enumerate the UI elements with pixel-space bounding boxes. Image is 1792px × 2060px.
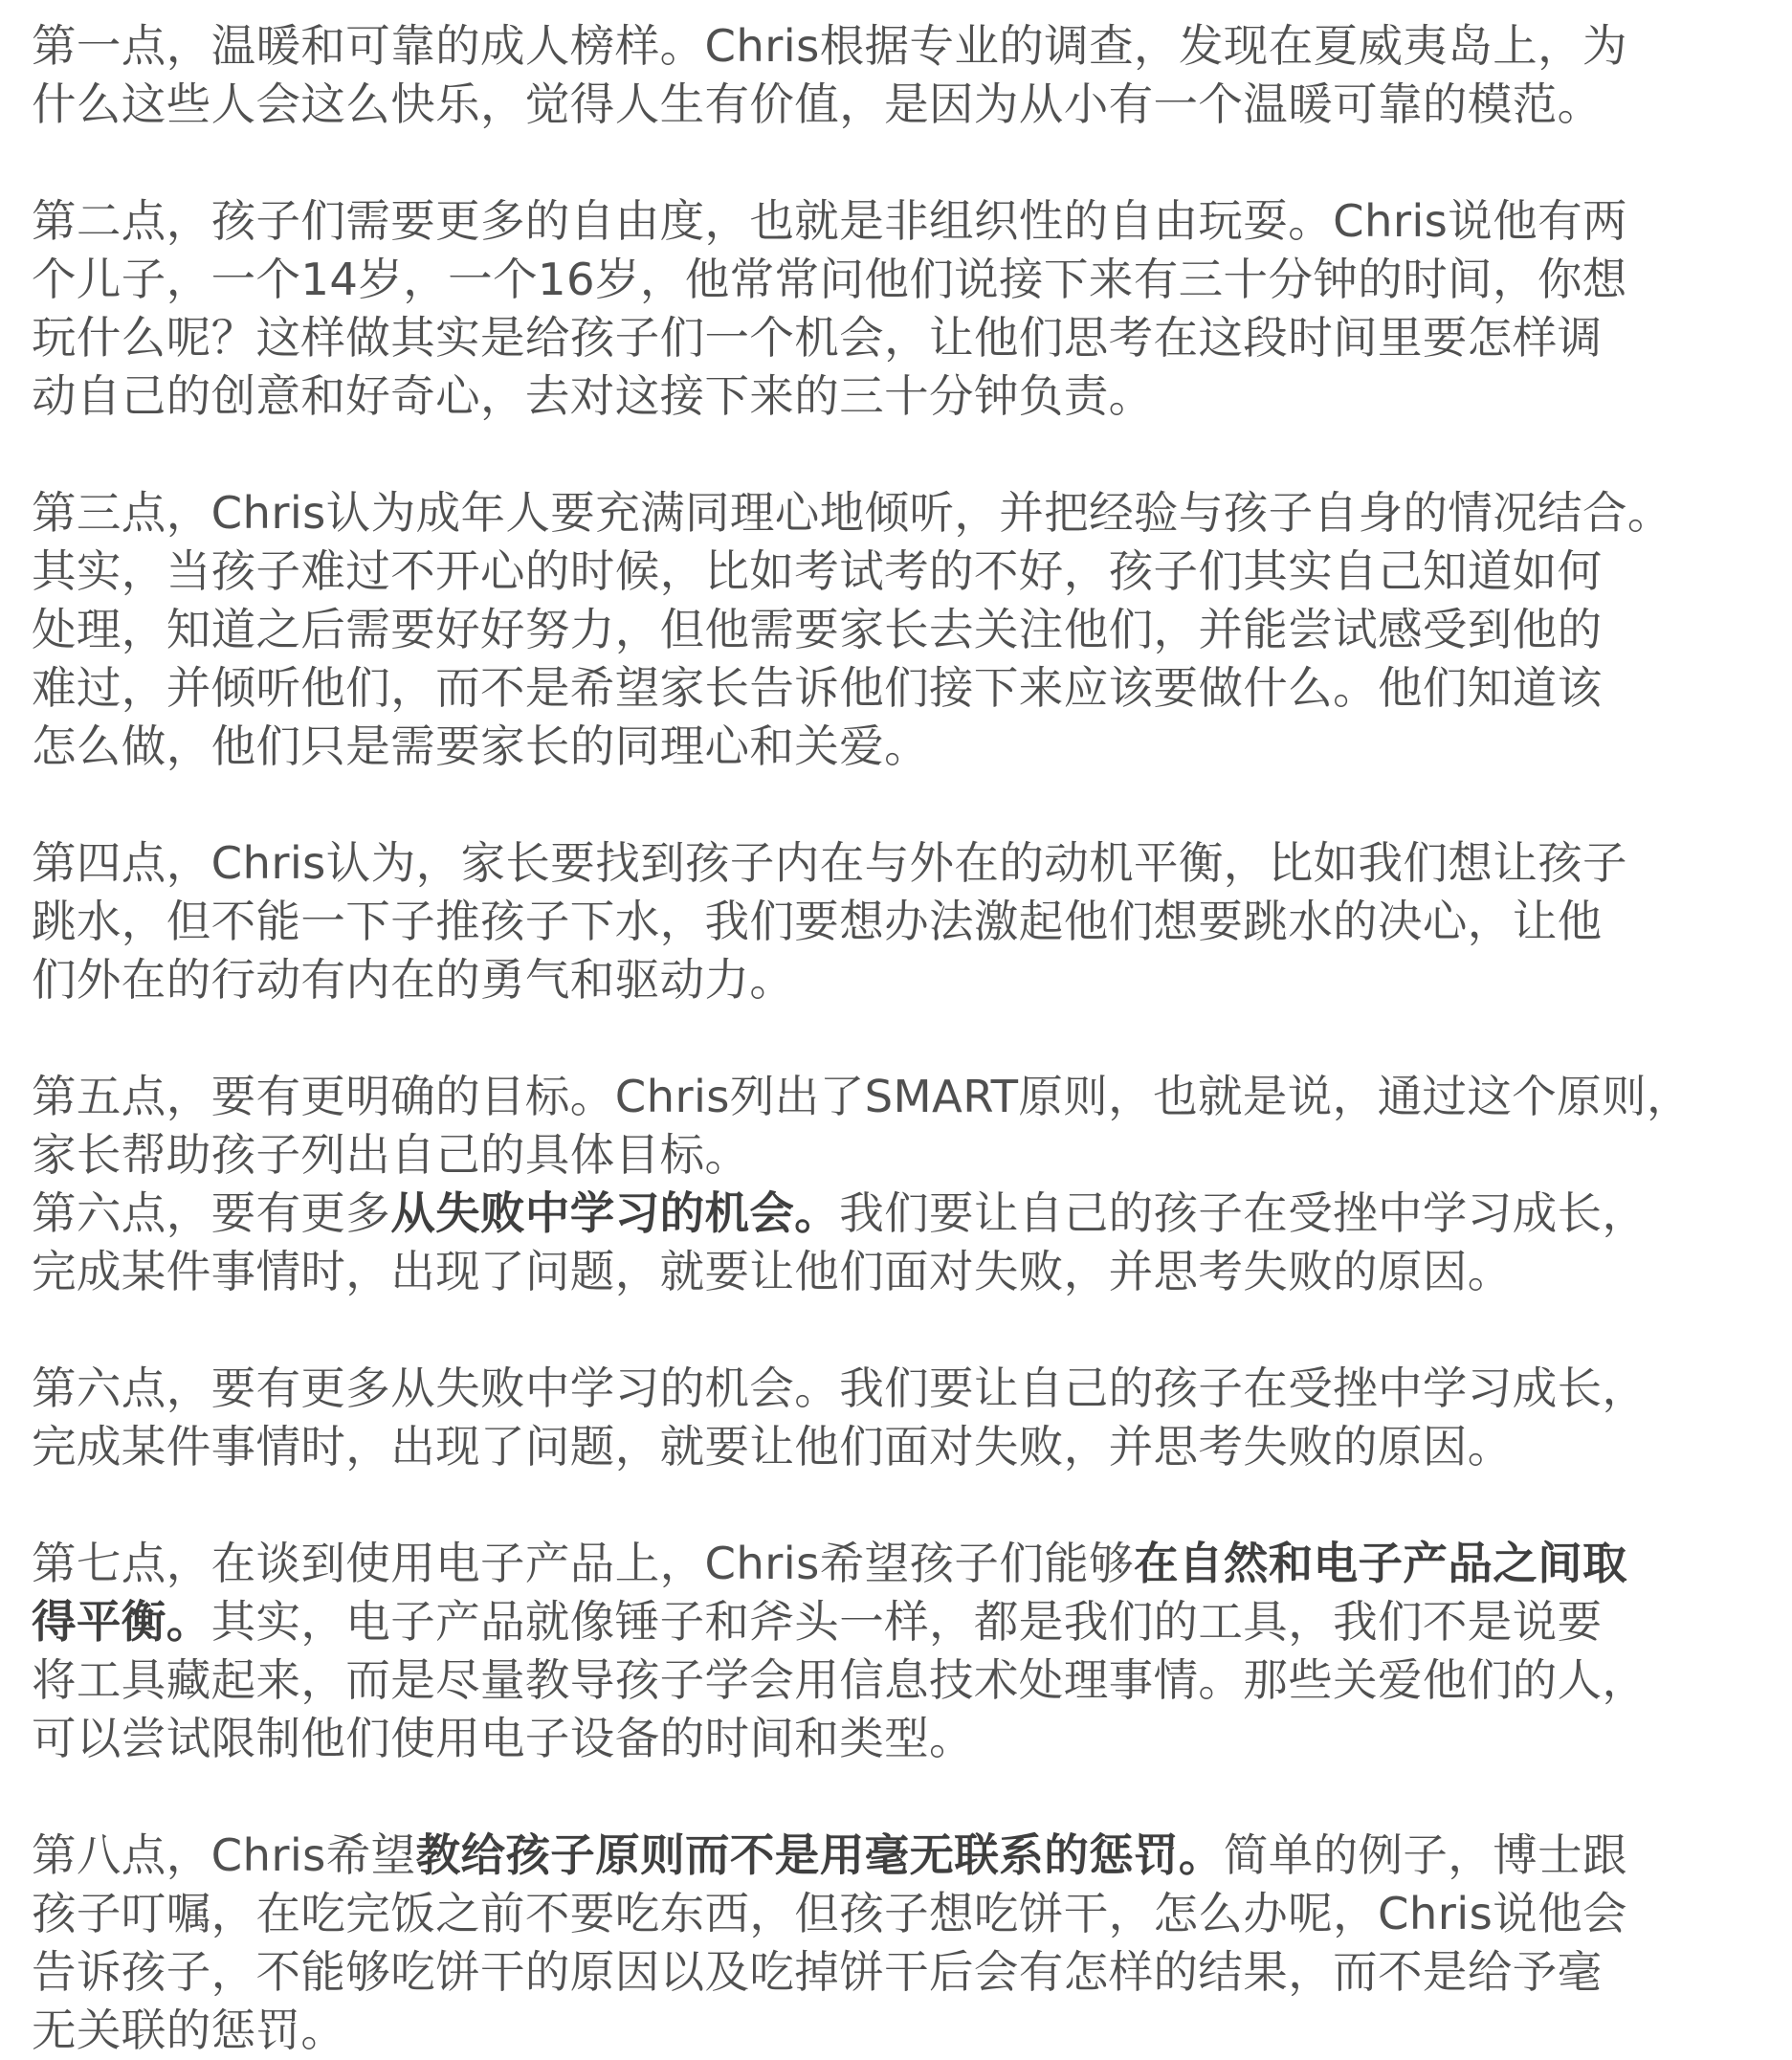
text-line <box>32 543 1782 601</box>
text-run: 其实，当孩子难过不开心的时候，比如考试考的不好，孩子们其实自己知道如何 <box>32 545 1603 597</box>
bold-text-run: 在自然和电子产品之间取 <box>1134 1538 1627 1589</box>
text-run: 怎么做，他们只是需要家长的同理心和关爱。 <box>32 720 929 772</box>
text-line <box>32 76 1782 134</box>
text-run: 动自己的创意和好奇心，去对这接下来的三十分钟负责。 <box>32 370 1154 422</box>
text-run: 简单的例子，博士跟 <box>1223 1829 1627 1881</box>
paragraph-gap <box>32 1768 1782 1827</box>
text-line <box>32 1418 1782 1476</box>
paragraph-8 <box>32 1827 1782 2060</box>
bold-text-run: 从失败中学习的机会。 <box>390 1187 840 1239</box>
paragraph-1 <box>32 17 1782 134</box>
text-run: 第三点，Chris认为成年人要充满同理心地倾听，并把经验与孩子自身的情况结合。 <box>32 487 1672 539</box>
text-line <box>32 601 1782 659</box>
text-run: 难过，并倾听他们，而不是希望家长告诉他们接下来应该要做什么。他们知道该 <box>32 662 1603 714</box>
paragraph-gap <box>32 1009 1782 1068</box>
text-run: 可以尝试限制他们使用电子设备的时间和类型。 <box>32 1713 974 1764</box>
paragraph-7 <box>32 1535 1782 1768</box>
text-run: 我们要让自己的孩子在受挫中学习成长， <box>839 1187 1648 1239</box>
text-run: 处理，知道之后需要好好努力，但他需要家长去关注他们，并能尝试感受到他的 <box>32 604 1603 655</box>
text-run: 告诉孩子，不能够吃饼干的原因以及吃掉饼干后会有怎样的结果，而不是给予毫 <box>32 1946 1603 1998</box>
text-line <box>32 1068 1782 1126</box>
text-run: 第二点，孩子们需要更多的自由度，也就是非组织性的自由玩耍。Chris说他有两 <box>32 195 1627 247</box>
text-run: 家长帮助孩子列出自己的具体目标。 <box>32 1129 750 1181</box>
text-line <box>32 1593 1782 1651</box>
paragraph-gap <box>32 1476 1782 1535</box>
text-run: 将工具藏起来，而是尽量教导孩子学会用信息技术处理事情。那些关爱他们的人， <box>32 1654 1648 1706</box>
article-body <box>32 17 1782 2060</box>
text-run: 什么这些人会这么快乐，觉得人生有价值，是因为从小有一个温暖可靠的模范。 <box>32 78 1603 130</box>
text-run: 个儿子，一个14岁，一个16岁，他常常问他们说接下来有三十分钟的时间，你想 <box>32 254 1627 305</box>
text-run: 跳水，但不能一下子推孩子下水，我们要想办法激起他们想要跳水的决心，让他 <box>32 896 1603 947</box>
text-line <box>32 1360 1782 1418</box>
text-run: 们外在的行动有内在的勇气和驱动力。 <box>32 954 795 1006</box>
paragraph-gap <box>32 1301 1782 1360</box>
text-run: 无关联的惩罚。 <box>32 2005 346 2056</box>
text-line <box>32 251 1782 309</box>
text-line <box>32 1710 1782 1768</box>
paragraph-gap <box>32 776 1782 834</box>
text-line <box>32 1651 1782 1710</box>
text-line <box>32 484 1782 543</box>
text-line <box>32 1885 1782 1943</box>
paragraph-6 <box>32 1360 1782 1476</box>
text-line <box>32 2002 1782 2060</box>
text-run: 完成某件事情时，出现了问题，就要让他们面对失败，并思考失败的原因。 <box>32 1421 1513 1473</box>
text-run: 其实，电子产品就像锤子和斧头一样，都是我们的工具，我们不是说要 <box>210 1596 1603 1648</box>
text-line <box>32 893 1782 951</box>
text-line <box>32 1243 1782 1301</box>
text-run: 第五点，要有更明确的目标。Chris列出了SMART原则，也就是说，通过这个原则， <box>32 1071 1692 1122</box>
text-line <box>32 17 1782 76</box>
bold-text-run: 教给孩子原则而不是用毫无联系的惩罚。 <box>415 1829 1224 1881</box>
text-line <box>32 192 1782 251</box>
text-run: 第四点，Chris认为，家长要找到孩子内在与外在的动机平衡，比如我们想让孩子 <box>32 837 1627 889</box>
text-line <box>32 718 1782 776</box>
text-run: 孩子叮嘱，在吃完饭之前不要吃东西，但孩子想吃饼干，怎么办呢，Chris说他会 <box>32 1888 1627 1939</box>
text-run: 第六点，要有更多从失败中学习的机会。我们要让自己的孩子在受挫中学习成长， <box>32 1362 1648 1414</box>
text-line <box>32 1185 1782 1243</box>
text-line <box>32 1943 1782 2002</box>
text-line <box>32 309 1782 367</box>
text-line <box>32 367 1782 426</box>
text-run: 玩什么呢？这样做其实是给孩子们一个机会，让他们思考在这段时间里要怎样调 <box>32 312 1603 364</box>
text-line <box>32 1827 1782 1885</box>
paragraph-gap <box>32 426 1782 484</box>
paragraph-gap <box>32 134 1782 192</box>
text-line <box>32 1126 1782 1185</box>
text-run: 第六点，要有更多 <box>32 1187 391 1239</box>
text-run: 第七点，在谈到使用电子产品上，Chris希望孩子们能够 <box>32 1538 1135 1589</box>
paragraph-4 <box>32 834 1782 1009</box>
paragraph-3 <box>32 484 1782 776</box>
paragraph-5 <box>32 1068 1782 1301</box>
text-line <box>32 659 1782 718</box>
text-run: 第一点，温暖和可靠的成人榜样。Chris根据专业的调查，发现在夏威夷岛上，为 <box>32 20 1627 72</box>
paragraph-2 <box>32 192 1782 426</box>
text-line <box>32 834 1782 893</box>
text-line <box>32 951 1782 1009</box>
bold-text-run: 得平衡。 <box>32 1596 211 1648</box>
text-run: 第八点，Chris希望 <box>32 1829 416 1881</box>
text-run: 完成某件事情时，出现了问题，就要让他们面对失败，并思考失败的原因。 <box>32 1246 1513 1297</box>
text-line <box>32 1535 1782 1593</box>
